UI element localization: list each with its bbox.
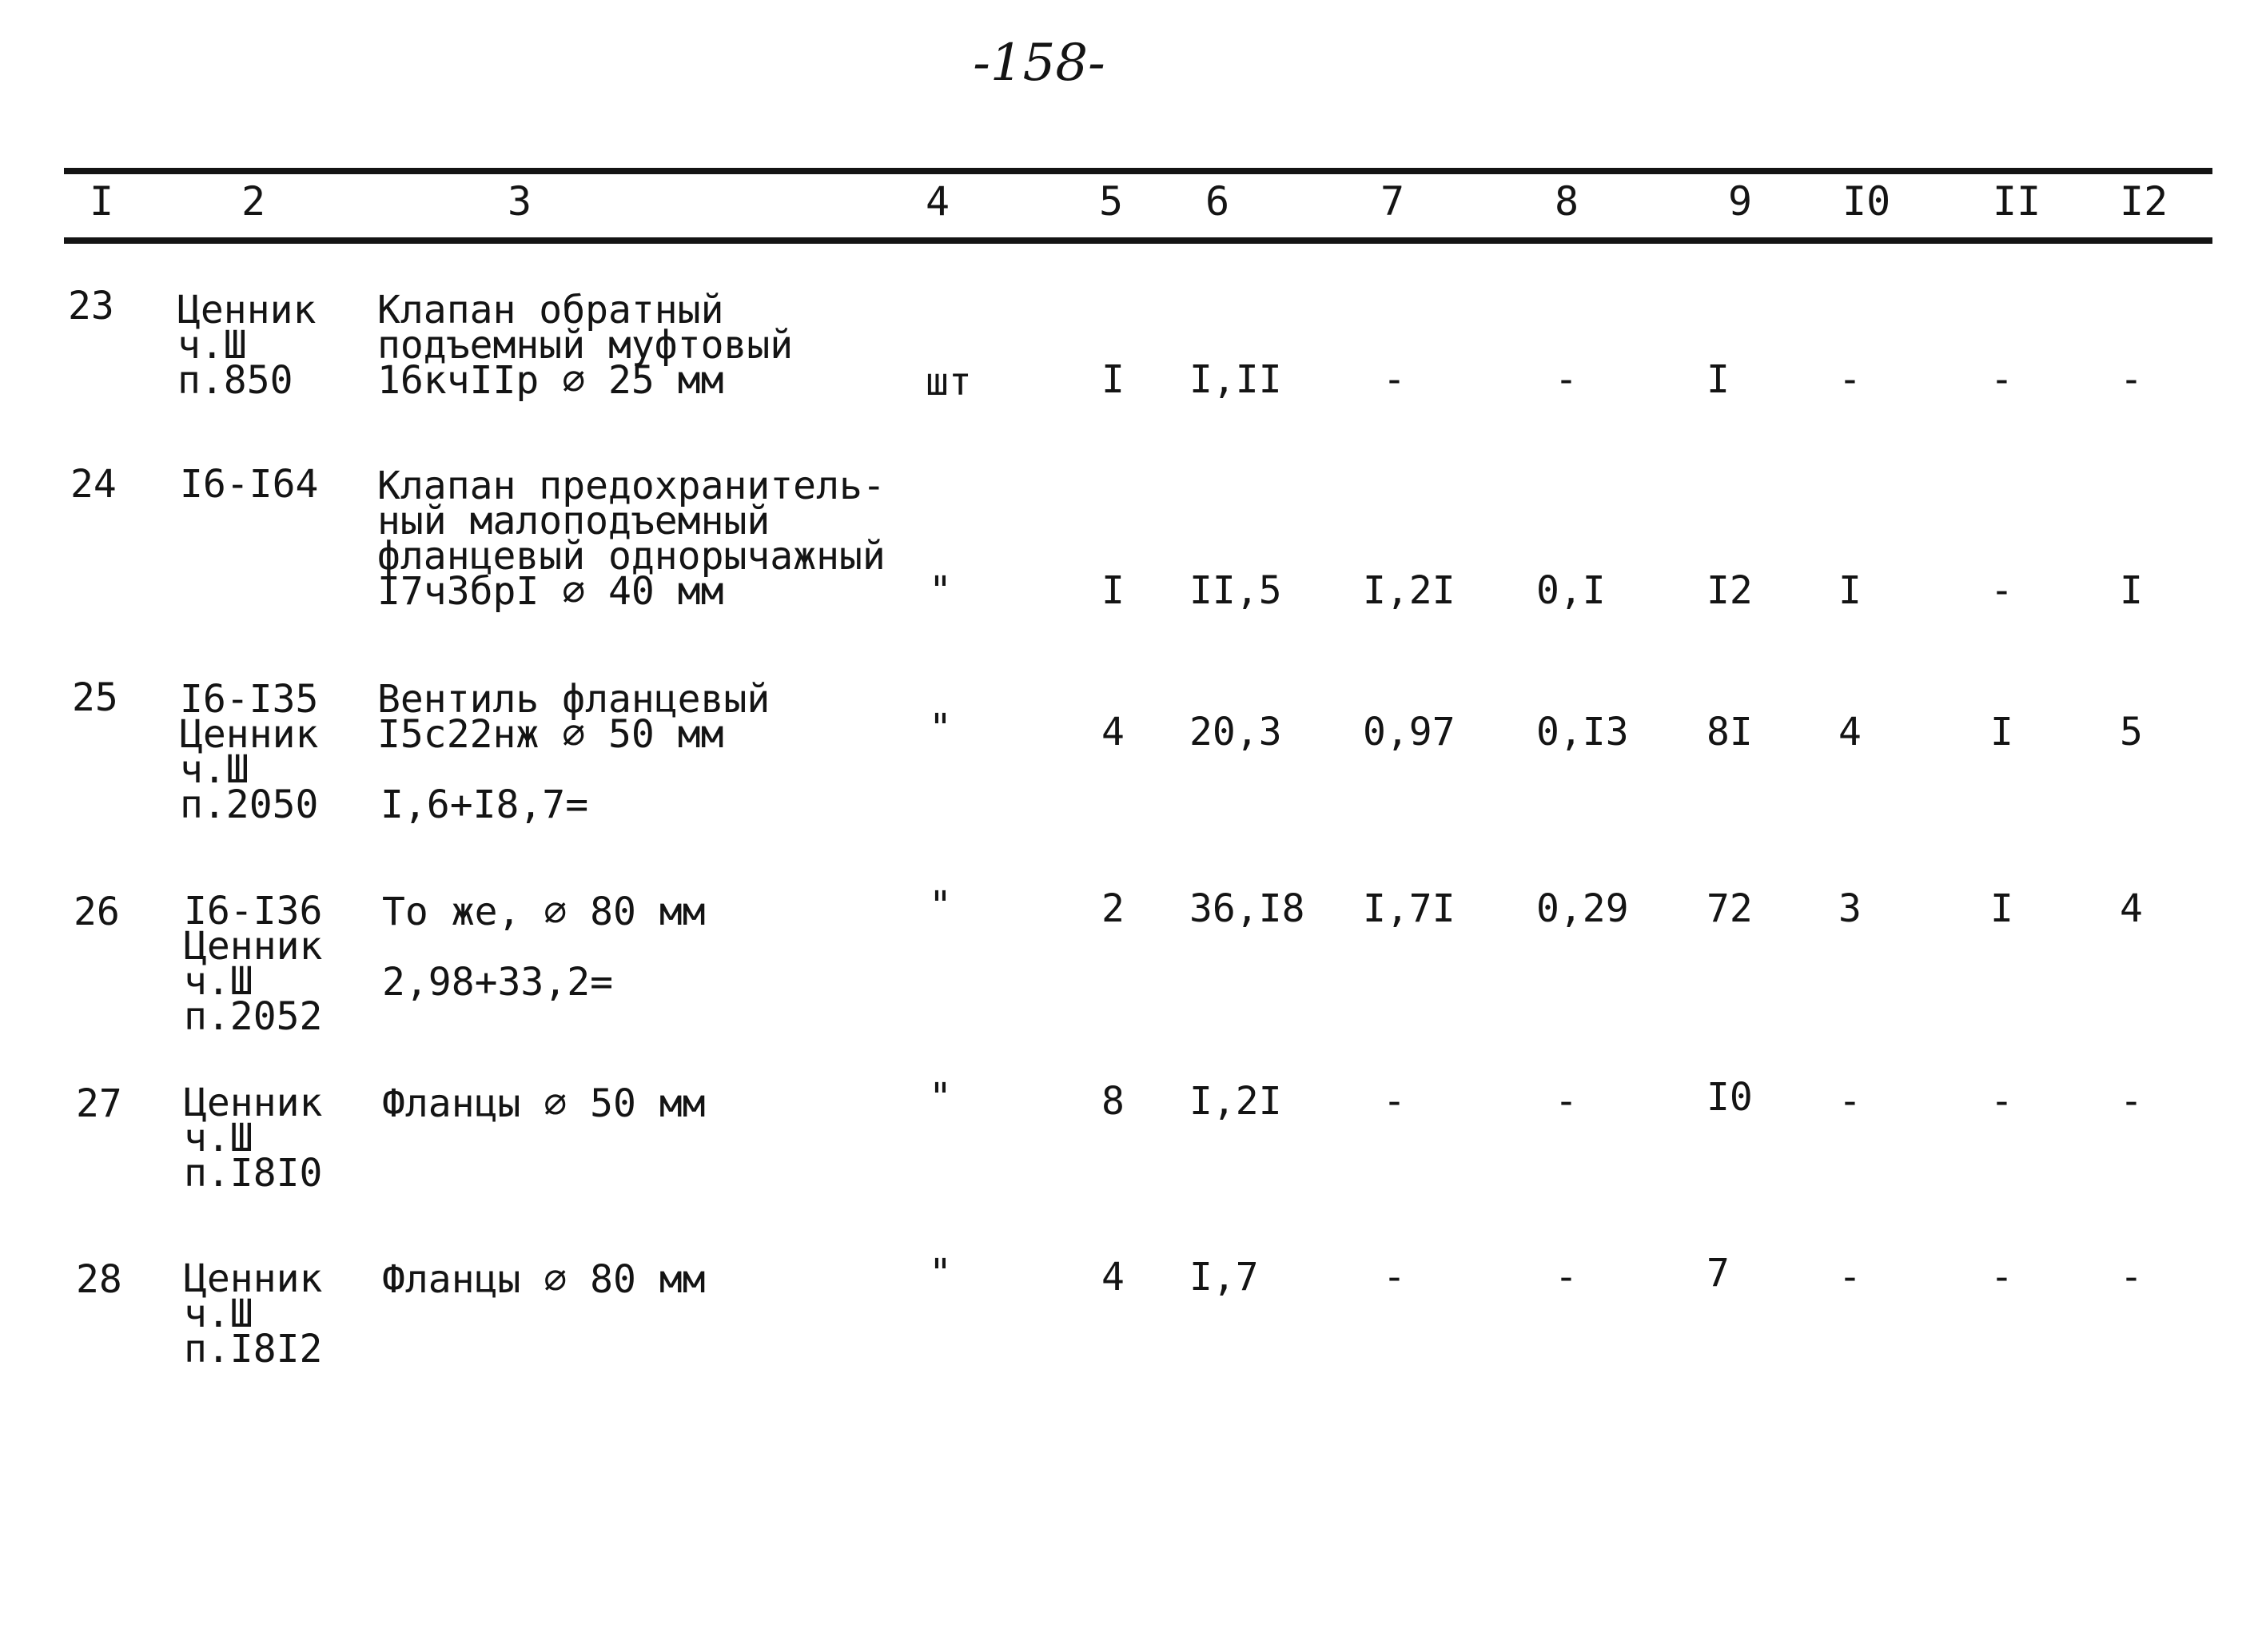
table-top-rule <box>64 168 2212 174</box>
row-col-7: I,2I <box>1363 568 1456 613</box>
row-col-10: 4 <box>1838 710 1862 754</box>
header-col-2: 2 <box>241 178 266 225</box>
row-col-10: - <box>1838 357 1862 402</box>
header-col-4: 4 <box>926 178 950 225</box>
row-number: 26 <box>74 890 120 934</box>
header-col-6: 6 <box>1205 178 1230 225</box>
header-col-12: I2 <box>2120 178 2168 225</box>
row-col-9: 7 <box>1706 1251 1730 1296</box>
header-col-9: 9 <box>1728 178 1753 225</box>
row-col-6: 36,I8 <box>1189 886 1305 931</box>
header-col-3: 3 <box>508 178 532 225</box>
row-col-5: 8 <box>1101 1079 1125 1124</box>
row-number: 27 <box>76 1081 122 1126</box>
table-header-rule <box>64 237 2212 244</box>
row-col-6: 20,3 <box>1189 710 1282 754</box>
row-col-9: I2 <box>1706 568 1753 613</box>
row-col-12: - <box>2120 357 2143 402</box>
row-col-8: 0,29 <box>1536 886 1629 931</box>
row-col-9: I <box>1706 357 1730 402</box>
row-col-7: - <box>1383 1079 1406 1124</box>
row-unit: шт <box>926 360 972 404</box>
row-col-10: I <box>1838 568 1862 613</box>
row-col-9: I0 <box>1706 1075 1753 1120</box>
row-name: Фланцы ∅ 80 мм <box>382 1257 706 1302</box>
row-col-12: 4 <box>2120 886 2143 931</box>
row-unit: " <box>929 1075 952 1120</box>
row-code: I6-I35 Ценник ч.Ш п.2050 <box>180 677 319 827</box>
row-col-6: I,II <box>1189 357 1282 402</box>
row-col-5: 4 <box>1101 1255 1125 1300</box>
row-number: 24 <box>70 462 117 507</box>
page-number: -158- <box>973 34 1105 93</box>
row-col-9: 72 <box>1706 886 1753 931</box>
header-col-5: 5 <box>1099 178 1124 225</box>
row-col-12: - <box>2120 1255 2143 1300</box>
row-col-8: 0,I <box>1536 568 1606 613</box>
row-col-5: 4 <box>1101 710 1125 754</box>
row-col-11: - <box>1990 1079 2013 1124</box>
row-unit: " <box>929 706 952 750</box>
row-name: Клапан предохранитель- ный малоподъемный фланцевый однорычажный I7ч3брI ∅ 40 мм <box>377 464 886 614</box>
row-number: 28 <box>76 1257 122 1302</box>
row-unit: " <box>929 1251 952 1296</box>
row-col-10: - <box>1838 1255 1862 1300</box>
header-col-10: I0 <box>1842 178 1891 225</box>
row-code: Ценник ч.Ш п.I8I2 <box>184 1256 323 1371</box>
row-col-7: I,7I <box>1363 886 1456 931</box>
row-col-7: - <box>1383 357 1406 402</box>
row-col-6: I,2I <box>1189 1079 1282 1124</box>
row-col-12: I <box>2120 568 2143 613</box>
row-code: Ценник ч.Ш п.I8I0 <box>184 1081 323 1196</box>
row-number: 25 <box>72 675 118 720</box>
row-col-5: 2 <box>1101 886 1125 931</box>
header-col-1: I <box>90 178 114 225</box>
row-col-11: - <box>1990 1255 2013 1300</box>
row-number: 23 <box>68 284 114 328</box>
row-code: I6-I64 <box>180 462 319 507</box>
row-col-9: 8I <box>1706 710 1753 754</box>
row-col-7: - <box>1383 1255 1406 1300</box>
row-col-10: - <box>1838 1079 1862 1124</box>
row-col-6: II,5 <box>1189 568 1282 613</box>
row-col-11: - <box>1990 568 2013 613</box>
row-col-8: - <box>1555 357 1578 402</box>
row-col-11: I <box>1990 710 2013 754</box>
row-name: Клапан обратный подъемный муфтовый 16кчIIр ∅ 25 мм <box>377 288 794 403</box>
row-col-7: 0,97 <box>1363 710 1456 754</box>
row-col-12: - <box>2120 1079 2143 1124</box>
row-name: Фланцы ∅ 50 мм <box>382 1081 706 1126</box>
row-col-8: - <box>1555 1079 1578 1124</box>
header-col-7: 7 <box>1380 178 1405 225</box>
row-code: Ценник ч.Ш п.850 <box>177 288 317 403</box>
row-col-12: 5 <box>2120 710 2143 754</box>
row-col-5: I <box>1101 568 1125 613</box>
row-col-8: 0,I3 <box>1536 710 1629 754</box>
row-col-11: - <box>1990 357 2013 402</box>
row-col-11: I <box>1990 886 2013 931</box>
row-unit: " <box>929 568 952 613</box>
row-formula: 2,98+33,2= <box>382 960 613 1005</box>
row-formula: I,6+I8,7= <box>380 782 589 827</box>
header-col-11: II <box>1993 178 2041 225</box>
row-col-10: 3 <box>1838 886 1862 931</box>
row-col-8: - <box>1555 1255 1578 1300</box>
header-col-8: 8 <box>1555 178 1579 225</box>
row-code: I6-I36 Ценник ч.Ш п.2052 <box>184 889 323 1039</box>
row-col-5: I <box>1101 357 1125 402</box>
row-col-6: I,7 <box>1189 1255 1259 1300</box>
row-name: То же, ∅ 80 мм <box>382 890 706 934</box>
row-unit: " <box>929 883 952 928</box>
row-name: Вентиль фланцевый I5с22нж ∅ 50 мм <box>377 677 771 757</box>
